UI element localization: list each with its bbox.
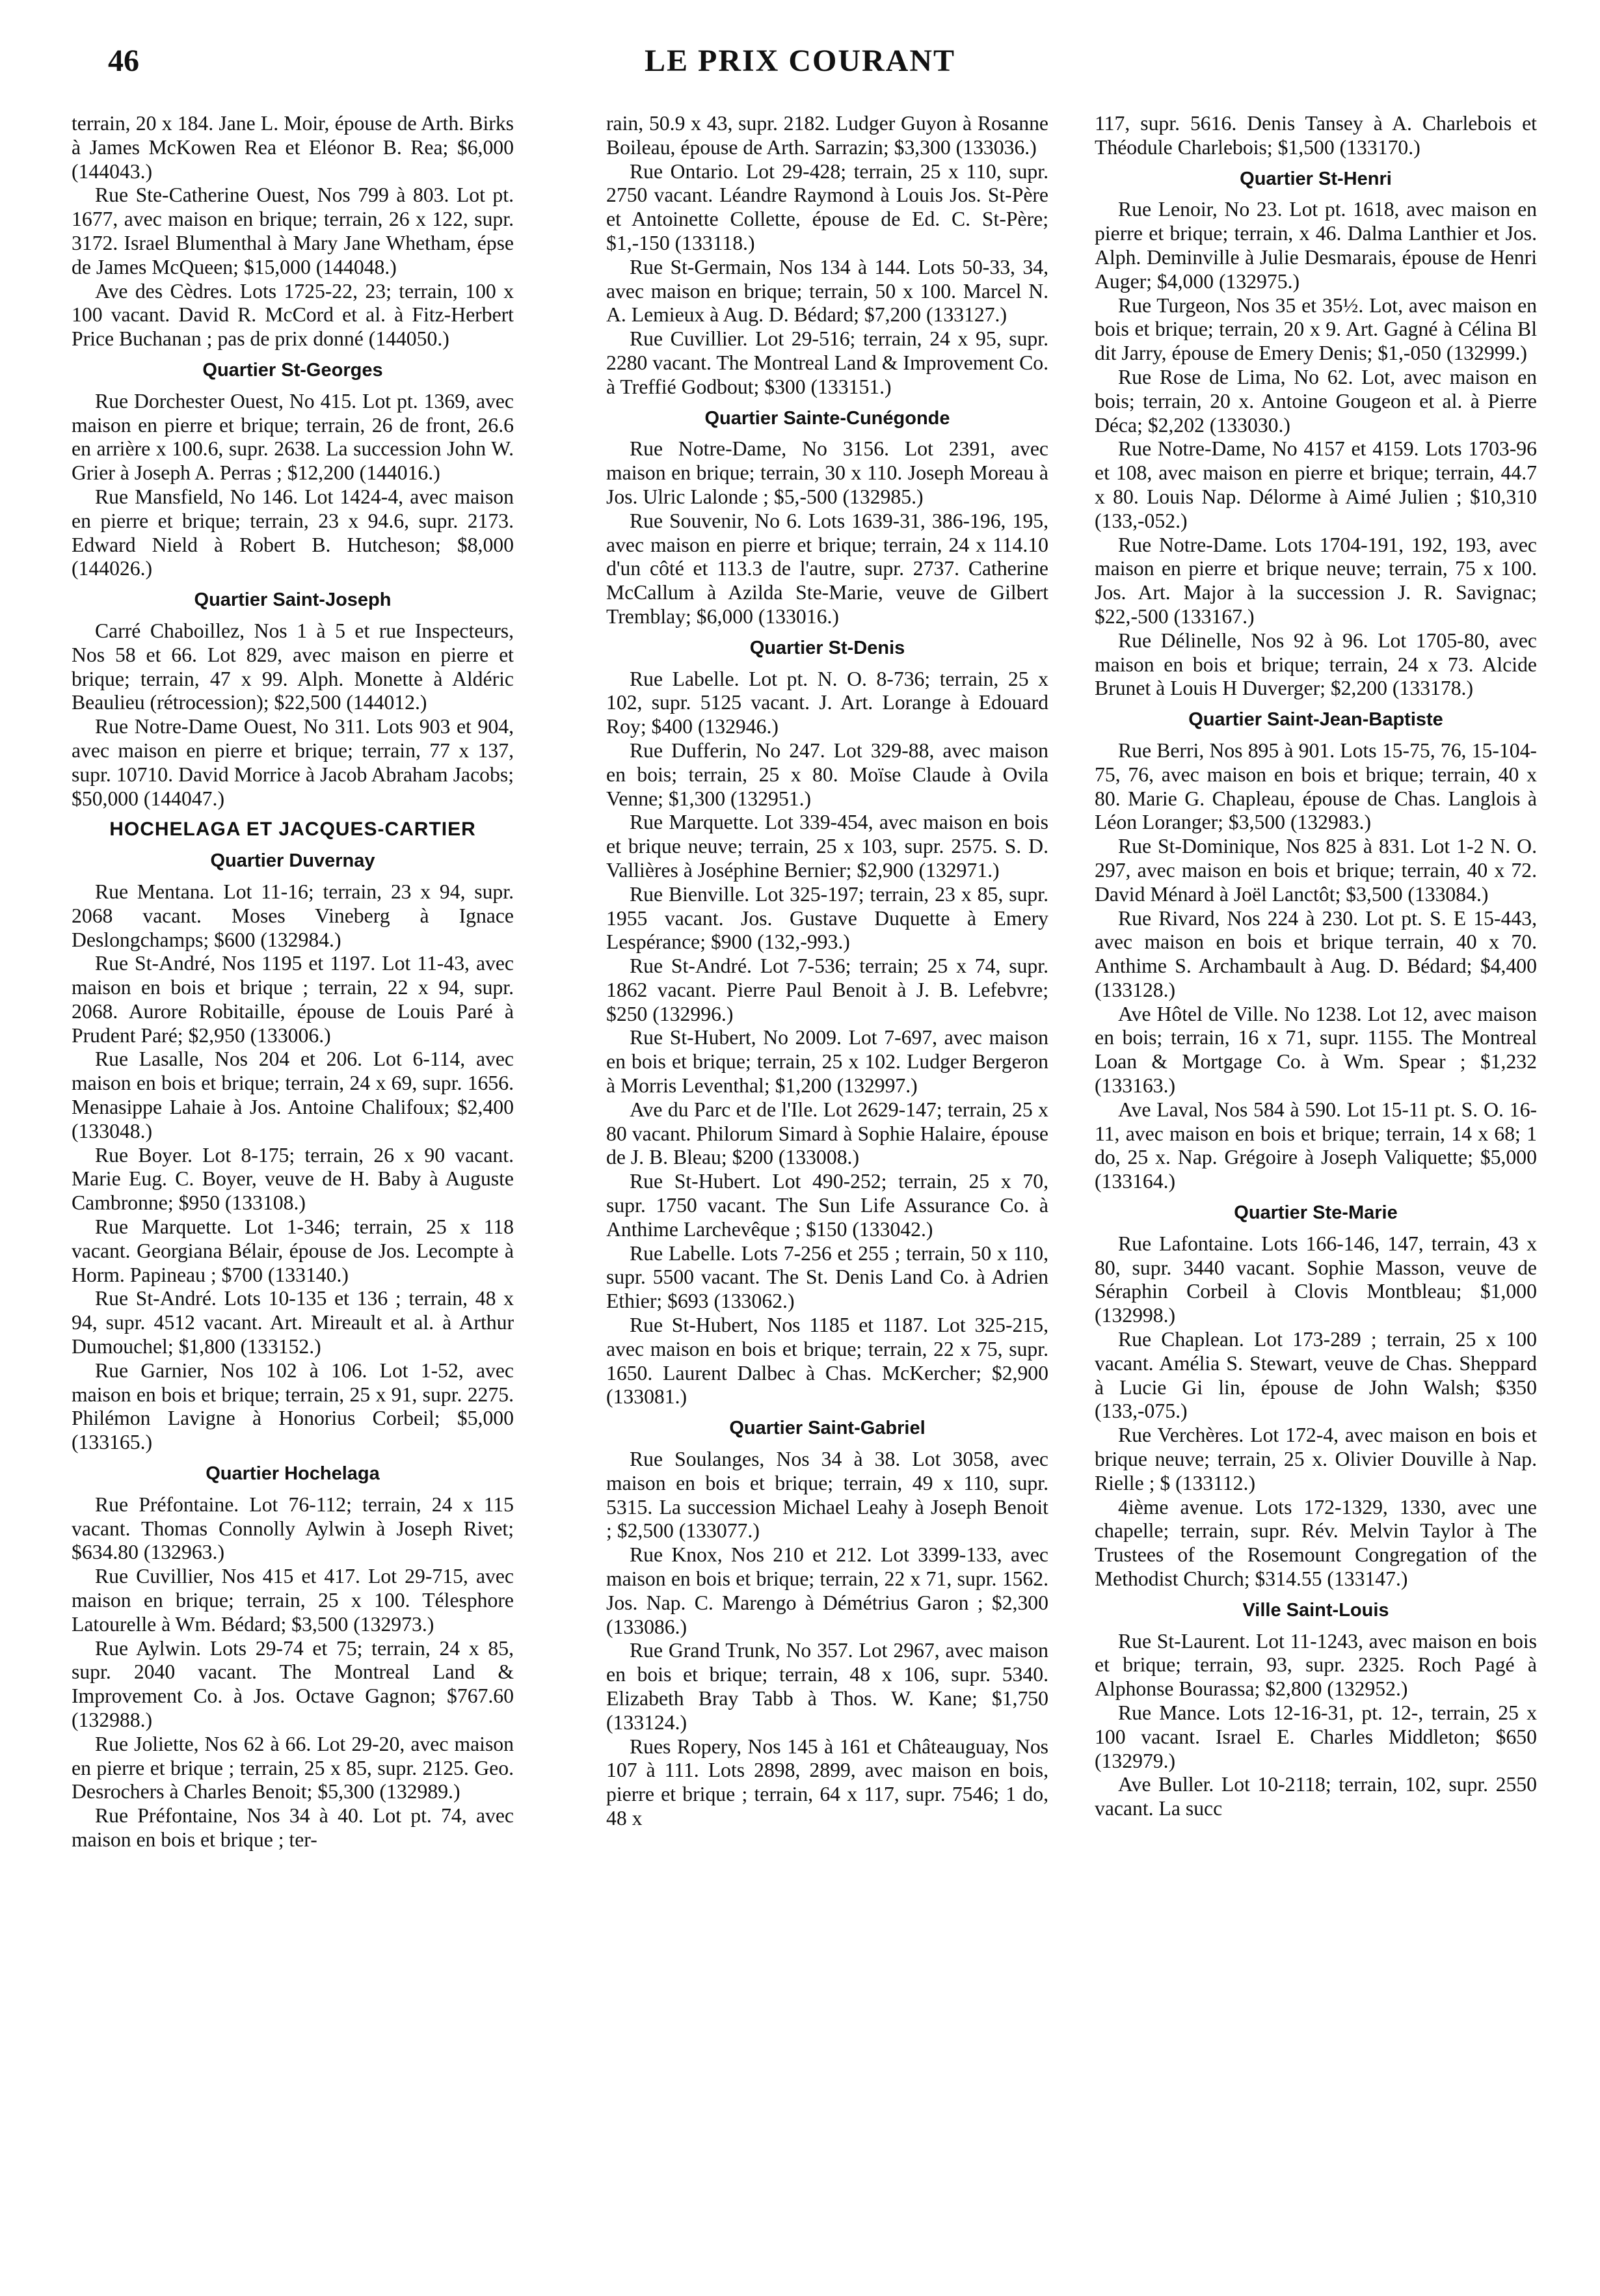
journal-title: LE PRIX COURANT — [644, 44, 956, 78]
section-heading: Quartier Duvernay — [210, 850, 375, 872]
text-column-right — [1095, 112, 1537, 1821]
text-column-middle — [606, 112, 1048, 1831]
entry-continuation: terrain, 20 x 184. Jane L. Moir, épouse de Arth. Birks à James McKowen Rea et Eléonor B. Rea; $6,000 (144043.) — [72, 112, 514, 183]
property-transaction-entry: Rue Mansfield, No 146. Lot 1424-4, avec maison en pierre et brique; terrain, 23 x 94.6, supr. 2173. Edward Nield à Robert B. Hutcheson; $8,000 (144026.) — [72, 485, 514, 580]
section-heading: Ville Saint-Louis — [1242, 1599, 1389, 1621]
property-transaction-entry: Rue Cuvillier. Lot 29-516; terrain, 24 x 95, supr. 2280 vacant. The Montreal Land & Improvement Co. à Treffié Godbout; $300 (133151.) — [606, 327, 1048, 398]
property-transaction-entry: Rue Rose de Lima, No 62. Lot, avec maison en bois; terrain, 20 x. Antoine Gougeon et al. à Pierre Déca; $2,202 (133030.) — [1095, 365, 1537, 437]
property-transaction-entry: Rue Lenoir, No 23. Lot pt. 1618, avec maison en pierre et brique; terrain, x 46. Dalma Lanthier et Jos. Alph. Deminville à Julie Desmarais, épouse de Henri Auger; $4,000 (132975.) — [1095, 198, 1537, 293]
property-transaction-entry: Rue Mance. Lots 12-16-31, pt. 12-, terrain, 25 x 100 vacant. Israel E. Charles Middleton; $650 (132979.) — [1095, 1701, 1537, 1772]
property-transaction-entry: Rue Mentana. Lot 11-16; terrain, 23 x 94, supr. 2068 vacant. Moses Vineberg à Ignace Deslongchamps; $600 (132984.) — [72, 880, 514, 951]
property-transaction-entry: Rue St-André. Lot 7-536; terrain; 25 x 74, supr. 1862 vacant. Pierre Paul Benoit à J. B. Lefebvre; $250 (132996.) — [606, 954, 1048, 1025]
property-transaction-entry: Ave du Parc et de l'Ile. Lot 2629-147; terrain, 25 x 80 vacant. Philorum Simard à Sophie Halaire, épouse de J. B. Bleau; $200 (133008.) — [606, 1098, 1048, 1169]
property-transaction-entry: Rue Bienville. Lot 325-197; terrain, 23 x 85, supr. 1955 vacant. Jos. Gustave Duquette à Emery Lespérance; $900 (132,-993.) — [606, 882, 1048, 954]
section-heading: Quartier St-Georges — [202, 359, 383, 381]
property-transaction-entry: Rue Aylwin. Lots 29-74 et 75; terrain, 24 x 85, supr. 2040 vacant. The Montreal Land & Improvement Co. à Jos. Octave Gagnon; $767.60 (132988.) — [72, 1636, 514, 1731]
property-transaction-entry: Rue St-Hubert, No 2009. Lot 7-697, avec maison en bois et brique; terrain, 25 x 102. Ludger Bergeron à Morris Leventhal; $1,200 (132997.) — [606, 1026, 1048, 1098]
property-transaction-entry: Rue Marquette. Lot 1-346; terrain, 25 x 118 vacant. Georgiana Bélair, épouse de Jos. Lecompte à Horm. Papineau ; $700 (133140.) — [72, 1215, 514, 1286]
property-transaction-entry: Rue Turgeon, Nos 35 et 35½. Lot, avec maison en bois et brique; terrain, 20 x 9. Art. Gagné à Célina Bl dit Jarry, épouse de Emery Denis; $1,-050 (132999.) — [1095, 293, 1537, 365]
page-number: 46 — [108, 44, 139, 78]
property-transaction-entry: Rue Notre-Dame, No 3156. Lot 2391, avec maison en brique; terrain, 30 x 110. Joseph Moreau à Jos. Ulric Lalonde ; $5,-500 (132985.) — [606, 437, 1048, 508]
property-transaction-entry: Rue Chaplean. Lot 173-289 ; terrain, 25 x 100 vacant. Amélia S. Stewart, veuve de Chas. Sheppard à Lucie Gi lin, épouse de John Walsh; $350 (133,-075.) — [1095, 1328, 1537, 1423]
section-heading: Quartier St-Henri — [1240, 168, 1392, 189]
property-transaction-entry: Rue St-Germain, Nos 134 à 144. Lots 50-33, 34, avec maison en brique; terrain, 50 x 100. Marcel N. A. Lemieux à Aug. D. Bédard; $7,200 (133127.) — [606, 255, 1048, 327]
property-transaction-entry: Ave Buller. Lot 10-2118; terrain, 102, supr. 2550 vacant. La succ — [1095, 1773, 1537, 1820]
property-transaction-entry: Rue Lasalle, Nos 204 et 206. Lot 6-114, avec maison en bois et brique; terrain, 24 x 69, supr. 1656. Menasippe Lahaie à Jos. Antoine Chalifoux; $2,400 (133048.) — [72, 1047, 514, 1142]
property-transaction-entry: Rue St-André. Lots 10-135 et 136 ; terrain, 48 x 94, supr. 4512 vacant. Art. Mireault et al. à Arthur Dumouchel; $1,800 (133152.) — [72, 1287, 514, 1358]
section-heading: Quartier Sainte-Cunégonde — [704, 407, 950, 429]
property-transaction-entry: Rue Rivard, Nos 224 à 230. Lot pt. S. E 15-443, avec maison en bois et brique terrain, 40 x 70. Anthime S. Archambault à Aug. D. Bédard; $4,400 (133128.) — [1095, 906, 1537, 1001]
property-transaction-entry: Rue Knox, Nos 210 et 212. Lot 3399-133, avec maison en bois et brique; terrain, 22 x 71, supr. 1562. Jos. Nap. C. Marengo à Démétrius Garon ; $2,300 (133086.) — [606, 1543, 1048, 1638]
property-transaction-entry: Rue Verchères. Lot 172-4, avec maison en bois et brique neuve; terrain, 25 x. Olivier Douville à Nap. Rielle ; $ (133112.) — [1095, 1424, 1537, 1494]
property-transaction-entry: Rue Notre-Dame. Lots 1704-191, 192, 193, avec maison en pierre et brique neuve; terrain, 75 x 100. Jos. Art. Major à la succession J. R. Savignac; $22,-500 (133167.) — [1095, 533, 1537, 628]
property-transaction-entry: Rue Dorchester Ouest, No 415. Lot pt. 1369, avec maison en pierre et brique; terrain, 26 de front, 26.6 en arrière x 100.6, supr. 2638. La succession John W. Grier à Joseph A. Perras ; $12,200 (144016.) — [72, 389, 514, 485]
property-transaction-entry: Rue St-Dominique, Nos 825 à 831. Lot 1-2 N. O. 297, avec maison en bois et brique; terrain, 40 x 72. David Ménard à Joël Lanctôt; $3,500 (133084.) — [1095, 835, 1537, 906]
property-transaction-entry: Rue Cuvillier, Nos 415 et 417. Lot 29-715, avec maison en brique; terrain, 25 x 100. Télesphore Latourelle à Wm. Bédard; $3,500 (132973.) — [72, 1565, 514, 1636]
property-transaction-entry: Rue Lafontaine. Lots 166-146, 147, terrain, 43 x 80, supr. 3440 vacant. Sophie Masson, veuve de Séraphin Corbeil à Clovis Montbleau; $1,000 (132998.) — [1095, 1232, 1537, 1327]
property-transaction-entry: Rue Marquette. Lot 339-454, avec maison en bois et brique neuve; terrain, 25 x 103, supr. 2575. S. D. Vallières à Joséphine Bernier; $2,900 (132971.) — [606, 811, 1048, 882]
entry-continuation: 117, supr. 5616. Denis Tansey à A. Charlebois et Théodule Charlebois; $1,500 (133170.) — [1095, 112, 1537, 159]
property-transaction-entry: Rue Soulanges, Nos 34 à 38. Lot 3058, avec maison en bois et brique; terrain, 49 x 110, supr. 5315. La succession Michael Leahy à Joseph Benoit ; $2,500 (133077.) — [606, 1448, 1048, 1543]
property-transaction-entry: Rue Joliette, Nos 62 à 66. Lot 29-20, avec maison en pierre et brique ; terrain, 25 x 85, supr. 2125. Geo. Desrochers à Charles Benoit; $5,300 (132989.) — [72, 1732, 514, 1803]
property-transaction-entry: Carré Chaboillez, Nos 1 à 5 et rue Inspecteurs, Nos 58 et 66. Lot 829, avec maison en pierre et brique; terrain, 47 x 99. Alph. Monette à Aldéric Beaulieu (rétrocession); $22,500 (144012.) — [72, 619, 514, 714]
property-transaction-entry: Rue St-André, Nos 1195 et 1197. Lot 11-43, avec maison en bois et brique ; terrain, 22 x 94, supr. 2068. Aurore Robitaille, épouse de Louis Paré à Prudent Paré; $2,950 (133006.) — [72, 952, 514, 1047]
property-transaction-entry: Rue Labelle. Lot pt. N. O. 8-736; terrain, 25 x 102, supr. 5125 vacant. J. Art. Lorange à Edouard Roy; $400 (132946.) — [606, 667, 1048, 738]
property-transaction-entry: Ave Hôtel de Ville. No 1238. Lot 12, avec maison en bois; terrain, 16 x 71, supr. 1155. The Montreal Loan & Mortgage Co. à Wm. Spear ; $1,232 (133163.) — [1095, 1002, 1537, 1098]
property-transaction-entry: Rue Préfontaine, Nos 34 à 40. Lot pt. 74, avec maison en bois et brique ; ter- — [72, 1804, 514, 1851]
page-header — [0, 46, 1600, 91]
property-transaction-entry: Rue Préfontaine. Lot 76-112; terrain, 24 x 115 vacant. Thomas Connolly Aylwin à Joseph Rivet; $634.80 (132963.) — [72, 1492, 514, 1564]
property-transaction-entry: Rues Ropery, Nos 145 à 161 et Châteauguay, Nos 107 à 111. Lots 2898, 2899, avec maison en bois, pierre et brique ; terrain, 64 x 117, supr. 7546; 1 do, 48 x — [606, 1735, 1048, 1830]
property-transaction-entry: Ave des Cèdres. Lots 1725-22, 23; terrain, 100 x 100 vacant. David R. McCord et al. à Fitz-Herbert Price Buchanan ; pas de prix donné (144050.) — [72, 279, 514, 351]
property-transaction-entry: Rue Ontario. Lot 29-428; terrain, 25 x 110, supr. 2750 vacant. Léandre Raymond à Louis Jos. St-Père et Antoinette Collette, épouse de Ed. C. St-Père; $1,-150 (133118.) — [606, 159, 1048, 254]
section-heading: Quartier Ste-Marie — [1234, 1202, 1398, 1224]
section-heading: Quartier Saint-Jean-Baptiste — [1188, 709, 1443, 731]
property-transaction-entry: Rue Souvenir, No 6. Lots 1639-31, 386-196, 195, avec maison en pierre et brique; terrain, 24 x 114.10 d'un côté et 113.3 de l'autre, supr. 2737. Catherine McCallum à Azilda Ste-Marie, veuve de Gilbert Tremblay; $6,000 (133016.) — [606, 509, 1048, 628]
property-transaction-entry: Rue Notre-Dame, No 4157 et 4159. Lots 1703-96 et 108, avec maison en pierre et brique; terrain, 44.7 x 80. Louis Nap. Délorme à Aimé Julien ; $10,310 (133,-052.) — [1095, 437, 1537, 532]
section-heading: Quartier Saint-Joseph — [194, 589, 392, 611]
section-heading: Quartier Saint-Gabriel — [729, 1418, 926, 1439]
section-heading: Quartier St-Denis — [749, 637, 905, 658]
property-transaction-entry: Rue St-Laurent. Lot 11-1243, avec maison en bois et brique; terrain, 93, supr. 2325. Roch Pagé à Alphonse Bourassa; $2,800 (132952.) — [1095, 1629, 1537, 1701]
property-transaction-entry: Rue Boyer. Lot 8-175; terrain, 26 x 90 vacant. Marie Eug. C. Boyer, veuve de H. Baby à Auguste Cambronne; $950 (133108.) — [72, 1143, 514, 1215]
property-transaction-entry: Rue Dufferin, No 247. Lot 329-88, avec maison en bois; terrain, 25 x 80. Moïse Claude à Ovila Venne; $1,300 (132951.) — [606, 738, 1048, 810]
property-transaction-entry: Rue Labelle. Lots 7-256 et 255 ; terrain, 50 x 110, supr. 5500 vacant. The St. Denis Land Co. à Adrien Ethier; $693 (133062.) — [606, 1241, 1048, 1313]
property-transaction-entry: Rue St-Hubert. Lot 490-252; terrain, 25 x 70, supr. 1750 vacant. The Sun Life Assurance Co. à Anthime Larchevêque ; $150 (133042.) — [606, 1170, 1048, 1241]
property-transaction-entry: Rue Berri, Nos 895 à 901. Lots 15-75, 76, 15-104-75, 76, avec maison en bois et brique; terrain, 40 x 80. Marie G. Chapleau, épouse de Chas. Langlois à Léon Loranger; $3,500 (132983.) — [1095, 738, 1537, 834]
property-transaction-entry: 4ième avenue. Lots 172-1329, 1330, avec une chapelle; terrain, supr. Rév. Melvin Taylor à The Trustees of the Rosemount Congregation of the Methodist Church; $314.55 (133147.) — [1095, 1495, 1537, 1591]
property-transaction-entry: Ave Laval, Nos 584 à 590. Lot 15-11 pt. S. O. 16-11, avec maison en bois et brique; terrain, 14 x 68; 1 do, 25 x. Nap. Grégoire à Joseph Valiquette; $5,000 (133164.) — [1095, 1098, 1537, 1193]
property-transaction-entry: Rue Notre-Dame Ouest, No 311. Lots 903 et 904, avec maison en pierre et brique; terrain, 77 x 137, supr. 10710. David Morrice à Jacob Abraham Jacobs; $50,000 (144047.) — [72, 715, 514, 810]
property-transaction-entry: Rue St-Hubert, Nos 1185 et 1187. Lot 325-215, avec maison en bois et brique; terrain, 22 x 75, supr. 1650. Laurent Dalbec à Chas. McKercher; $2,900 (133081.) — [606, 1314, 1048, 1409]
section-heading: Quartier Hochelaga — [206, 1463, 380, 1485]
entry-continuation: rain, 50.9 x 43, supr. 2182. Ludger Guyon à Rosanne Boileau, épouse de Arth. Sarrazin; $3,300 (133036.) — [606, 112, 1048, 159]
text-column-left — [72, 112, 514, 1852]
section-heading: HOCHELAGA ET JACQUES-CARTIER — [109, 818, 476, 841]
property-transaction-entry: Rue Garnier, Nos 102 à 106. Lot 1-52, avec maison en bois et brique; terrain, 25 x 91, supr. 2275. Philémon Lavigne à Honorius Corbeil; $5,000 (133165.) — [72, 1358, 514, 1454]
property-transaction-entry: Rue Ste-Catherine Ouest, Nos 799 à 803. Lot pt. 1677, avec maison en brique; terrain, 26 x 122, supr. 3172. Israel Blumenthal à Mary Jane Whetham, épse de James McQueen; $15,000 (144048.) — [72, 183, 514, 278]
property-transaction-entry: Rue Grand Trunk, No 357. Lot 2967, avec maison en bois et brique; terrain, 48 x 106, supr. 5340. Elizabeth Bray Tabb à Thos. W. Kane; $1,750 (133124.) — [606, 1639, 1048, 1734]
property-transaction-entry: Rue Délinelle, Nos 92 à 96. Lot 1705-80, avec maison en bois et brique; terrain, 24 x 73. Alcide Brunet à Louis H Duverger; $2,200 (133178.) — [1095, 628, 1537, 700]
